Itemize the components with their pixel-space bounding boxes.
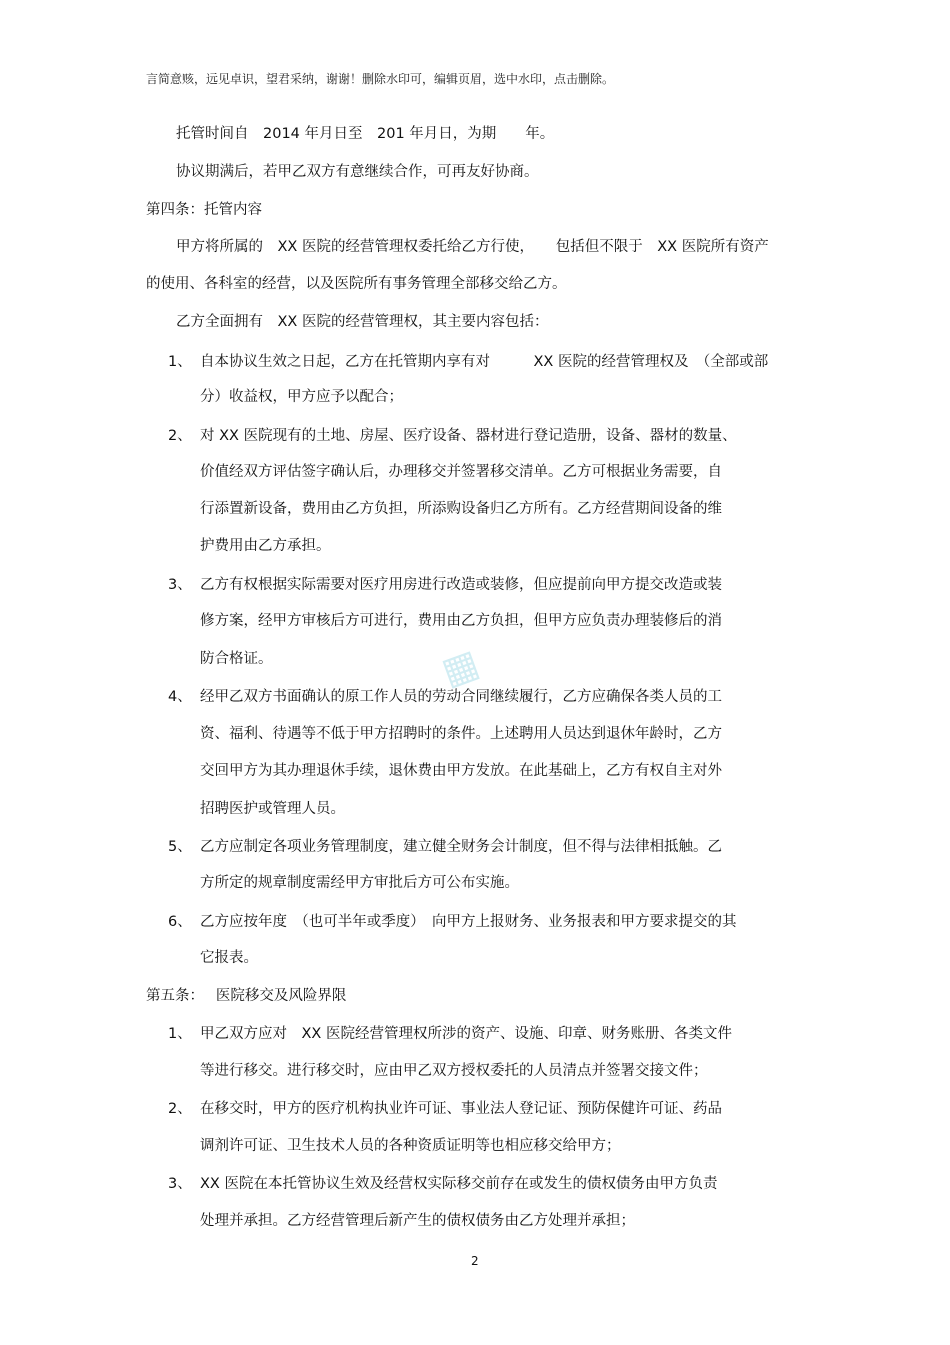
item-line: 价值经双方评估签字确认后，办理移交并签署移交清单。乙方可根据业务需要，自 xyxy=(200,464,722,480)
watermark-icon[interactable]: ▦ xyxy=(435,640,485,694)
item-number: 4、 xyxy=(168,689,192,705)
item-line: 交回甲方为其办理退休手续，退休费由甲方发放。在此基础上，乙方有权自主对外 xyxy=(200,763,722,779)
item-line: 方所定的规章制度需经甲方审批后方可公布实施。 xyxy=(200,875,519,891)
article-5-heading: 第五条： 医院移交及风险界限 xyxy=(146,988,347,1004)
item-line: XX 医院在本托管协议生效及经营权实际移交前存在或发生的债权债务由甲方负责 xyxy=(200,1176,718,1192)
item-number: 3、 xyxy=(168,577,192,593)
page-header: 言简意赅，远见卓识，望君采纳，谢谢！删除水印可，编辑页眉，选中水印，点击删除。 xyxy=(146,72,615,86)
item-line: 调剂许可证、卫生技术人员的各种资质证明等也相应移交给甲方； xyxy=(200,1138,621,1154)
item-line: 经甲乙双方书面确认的原工作人员的劳动合同继续履行，乙方应确保各类人员的工 xyxy=(200,689,722,705)
delegation-paragraph-line-1: 甲方将所属的 XX 医院的经营管理权委托给乙方行使， 包括但不限于 XX 医院所有资产 xyxy=(176,239,769,255)
item-line: 它报表。 xyxy=(200,950,258,966)
item-number: 3、 xyxy=(168,1176,192,1192)
page-number: 2 xyxy=(471,1254,479,1268)
item-line: 护费用由乙方承担。 xyxy=(200,538,331,554)
item-number: 2、 xyxy=(168,1101,192,1117)
item-line: 乙方应制定各项业务管理制度，建立健全财务会计制度，但不得与法律相抵触。乙 xyxy=(200,839,722,855)
item-line: 分）收益权，甲方应予以配合； xyxy=(200,389,403,405)
item-line: 对 XX 医院现有的土地、房屋、医疗设备、器材进行登记造册，设备、器材的数量、 xyxy=(200,428,737,444)
item-line: 在移交时，甲方的医疗机构执业许可证、事业法人登记证、预防保健许可证、药品 xyxy=(200,1101,722,1117)
item-number: 1、 xyxy=(168,1026,192,1042)
item-line: 修方案，经甲方审核后方可进行，费用由乙方负担，但甲方应负责办理装修后的消 xyxy=(200,613,722,629)
item-line: 自本协议生效之日起，乙方在托管期内享有对 XX 医院的经营管理权及 （全部或部 xyxy=(200,354,769,370)
item-line: 甲乙双方应对 XX 医院经营管理权所涉的资产、设施、印章、财务账册、各类文件 xyxy=(200,1026,732,1042)
item-number: 1、 xyxy=(168,354,192,370)
renewal-paragraph: 协议期满后，若甲乙双方有意继续合作，可再友好协商。 xyxy=(176,164,539,180)
item-number: 5、 xyxy=(168,839,192,855)
item-line: 防合格证。 xyxy=(200,651,273,667)
term-paragraph: 托管时间自 2014 年月日至 201 年月日，为期 年。 xyxy=(176,126,555,142)
article-4-heading: 第四条：托管内容 xyxy=(146,202,262,218)
item-number: 2、 xyxy=(168,428,192,444)
item-number: 6、 xyxy=(168,914,192,930)
item-line: 资、福利、待遇等不低于甲方招聘时的条件。上述聘用人员达到退休年龄时，乙方 xyxy=(200,726,722,742)
item-line: 行添置新设备，费用由乙方负担，所添购设备归乙方所有。乙方经营期间设备的维 xyxy=(200,501,722,517)
item-line: 乙方有权根据实际需要对医疗用房进行改造或装修，但应提前向甲方提交改造或装 xyxy=(200,577,722,593)
item-line: 招聘医护或管理人员。 xyxy=(200,801,345,817)
delegation-paragraph-line-2: 的使用、各科室的经营，以及医院所有事务管理全部移交给乙方。 xyxy=(146,276,567,292)
rights-intro-paragraph: 乙方全面拥有 XX 医院的经营管理权，其主要内容包括： xyxy=(176,314,549,330)
item-line: 处理并承担。乙方经营管理后新产生的债权债务由乙方处理并承担； xyxy=(200,1213,635,1229)
item-line: 等进行移交。进行移交时，应由甲乙双方授权委托的人员清点并签署交接文件； xyxy=(200,1063,708,1079)
item-line: 乙方应按年度 （也可半年或季度） 向甲方上报财务、业务报表和甲方要求提交的其 xyxy=(200,914,737,930)
